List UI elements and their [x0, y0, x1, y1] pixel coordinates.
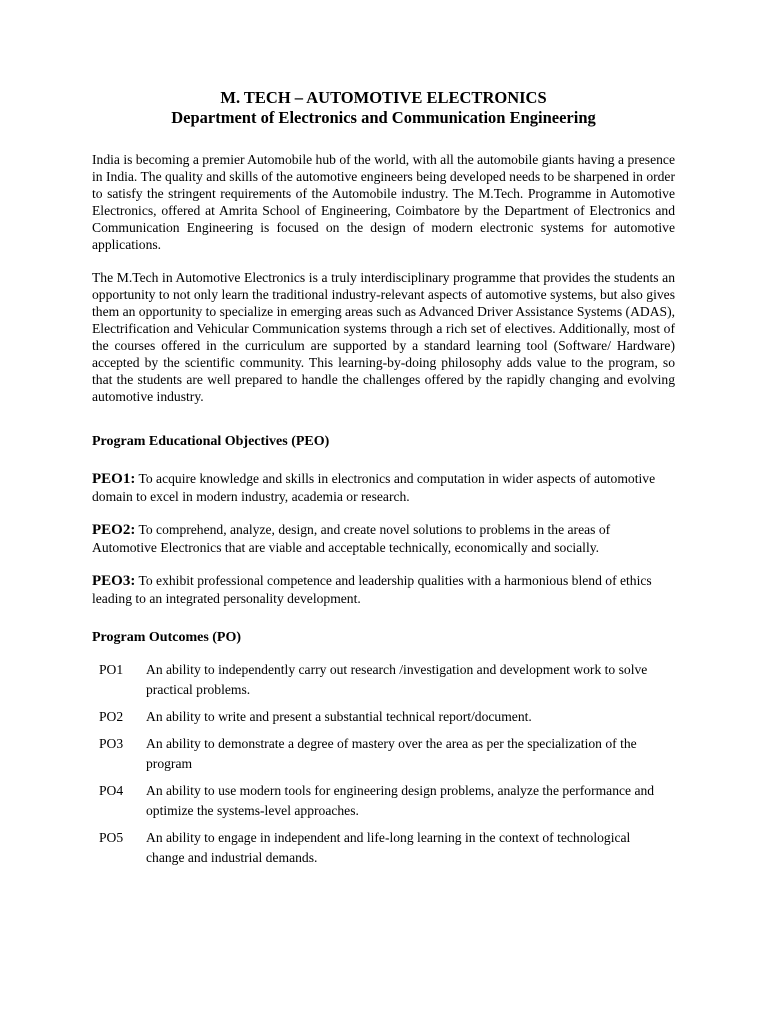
po-heading: Program Outcomes (PO)	[92, 629, 242, 645]
po-text: An ability to independently carry out research /investigation and development work to solve practical problems.	[146, 661, 648, 697]
po-item-2	[92, 707, 675, 727]
peo-text: To exhibit professional competence and leadership qualities with a harmonious blend of ethics leading to an integrated personality development.	[92, 572, 652, 606]
department-subtitle: Department of Electronics and Communication Engineering	[171, 108, 596, 127]
peo-item-2	[92, 521, 675, 556]
peo-item-3	[92, 572, 675, 607]
po-item-3	[92, 734, 675, 774]
po-text: An ability to write and present a substantial technical report/document.	[146, 708, 532, 724]
peo-text: To acquire knowledge and skills in electronics and computation in wider aspects of automotive domain to excel in modern industry, academia or research.	[92, 470, 656, 504]
po-id: PO4	[99, 782, 124, 798]
po-text: An ability to use modern tools for engineering design problems, analyze the performance and optimize the systems-level approaches.	[146, 782, 655, 818]
document-title: M. TECH – AUTOMOTIVE ELECTRONICS	[220, 88, 547, 107]
title-block	[92, 88, 675, 128]
peo-item-1	[92, 470, 675, 505]
po-item-5	[92, 828, 675, 868]
po-item-1	[92, 660, 675, 700]
peo-heading: Program Educational Objectives (PEO)	[92, 433, 330, 449]
po-list	[92, 660, 675, 868]
peo-label: PEO3:	[92, 572, 136, 589]
po-id: PO3	[99, 735, 124, 751]
po-id: PO1	[99, 661, 124, 677]
peo-label: PEO1:	[92, 470, 136, 487]
programme-paragraph: The M.Tech in Automotive Electronics is a truly interdisciplinary programme that provides the students an opportunity to not only learn the traditional industry-relevant aspects of automotive systems, but also gives them an opportunity to specialize in emerging areas such as Advanced Driver Assistance Systems (ADAS), Electrification and Vehicular Communication systems through a rich set of electives. Additionally, most of the courses offered in the curriculum are supported by a standard learning tool (Software/ Hardware) accepted by the scientific community. This learning-by-doing philosophy adds value to the program, so that the students are well prepared to handle the challenges offered by the rapidly changing and evolving automotive industry.	[92, 270, 676, 404]
po-id: PO5	[99, 829, 124, 845]
po-item-4	[92, 781, 675, 821]
po-text: An ability to demonstrate a degree of mastery over the area as per the specialization of the program	[146, 735, 637, 771]
intro-paragraph: India is becoming a premier Automobile hub of the world, with all the automobile giants having a presence in India. The quality and skills of the automotive engineers being developed needs to be sharpened in order to satisfy the stringent requirements of the Automobile industry. The M.Tech. Programme in Automotive Electronics, offered at Amrita School of Engineering, Coimbatore by the Department of Electronics and Communication Engineering is focused on the design of modern electronic systems for automotive applications.	[92, 152, 675, 252]
po-id: PO2	[99, 708, 124, 724]
peo-text: To comprehend, analyze, design, and create novel solutions to problems in the areas of Automotive Electronics that are viable and acceptable technically, economically and socially.	[92, 521, 611, 555]
po-text: An ability to engage in independent and life-long learning in the context of technological change and industrial demands.	[146, 829, 631, 865]
peo-label: PEO2:	[92, 521, 136, 538]
